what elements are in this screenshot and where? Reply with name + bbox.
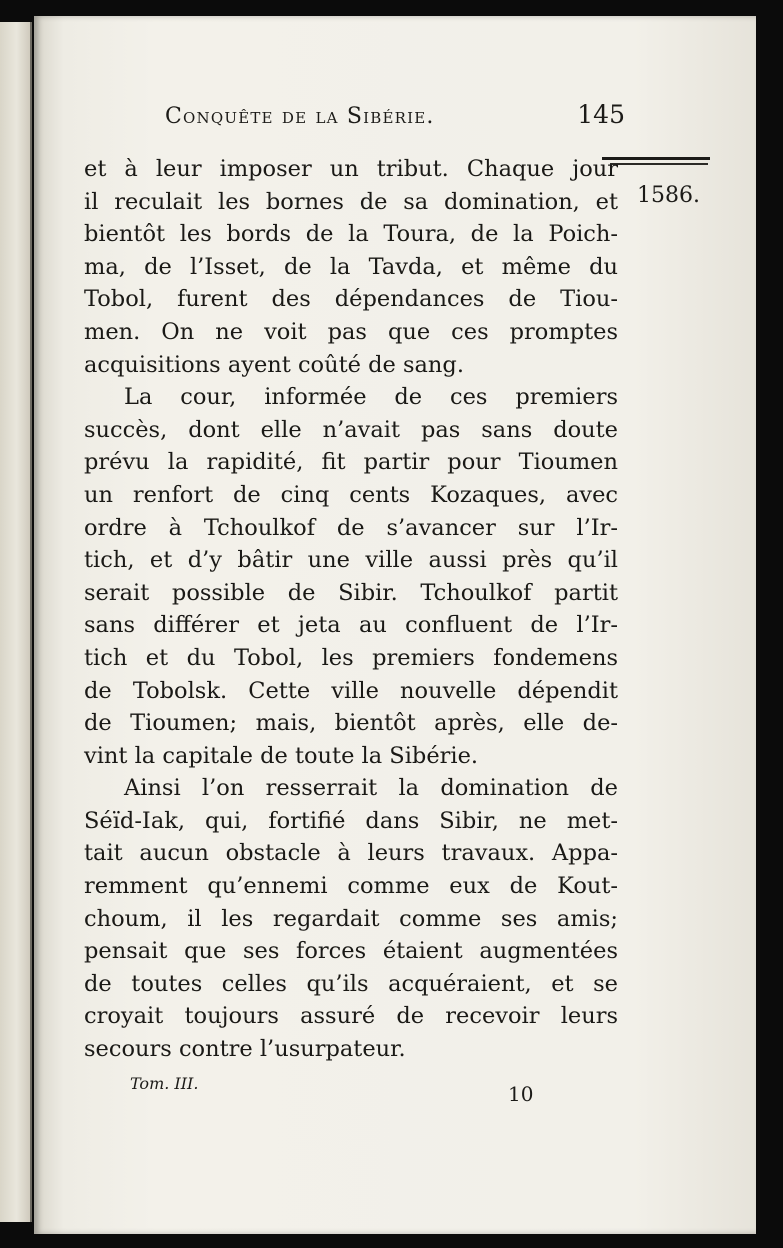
text-line: Séïd-Iak, qui, fortifié dans Sibir, ne met- — [84, 807, 618, 834]
text-line: remment qu’ennemi comme eux de Kout- — [84, 873, 618, 900]
sheet-number: 10 — [508, 1082, 534, 1106]
body-text — [84, 153, 618, 1066]
text-line: de toutes celles qu’ils acquéraient, et se — [84, 970, 618, 997]
page-header — [165, 100, 625, 134]
margin-rule — [602, 155, 710, 165]
margin-year: 1586. — [637, 183, 700, 208]
text-line: il reculait les bornes de sa domination, et — [84, 188, 618, 215]
signature-mark: Tom. III. — [130, 1074, 199, 1093]
text-line: ordre à Tchoulkof de s’avancer sur l’Ir- — [84, 514, 618, 541]
text-line: tich, et d’y bâtir une ville aussi près qu’il — [84, 547, 618, 574]
text-line: sans différer et jeta au confluent de l’Ir- — [84, 612, 618, 639]
running-title: Conquête de la Sibérie. — [165, 104, 435, 129]
text-line: La cour, informée de ces premiers — [124, 384, 618, 411]
previous-page-edge — [0, 22, 32, 1222]
text-line: croyait toujours assuré de recevoir leurs — [84, 1003, 618, 1030]
text-line: succès, dont elle n’avait pas sans doute — [84, 416, 618, 443]
text-line: de Tobolsk. Cette ville nouvelle dépendit — [84, 677, 618, 704]
margin-rule-thick — [602, 157, 710, 160]
text-line: tich et du Tobol, les premiers fondemens — [84, 644, 618, 671]
text-line: vint la capitale de toute la Sibérie. — [84, 742, 479, 769]
text-line: pensait que ses forces étaient augmentées — [84, 938, 618, 965]
text-line: choum, il les regardait comme ses amis; — [84, 905, 618, 932]
text-line: de Tioumen; mais, bientôt après, elle de- — [84, 710, 618, 737]
text-line: secours contre l’usurpateur. — [84, 1036, 406, 1063]
text-line: tait aucun obstacle à leurs travaux. Appa- — [84, 840, 618, 867]
text-line: ma, de l’Isset, de la Tavda, et même du — [84, 253, 618, 280]
text-line: et à leur imposer un tribut. Chaque jour — [84, 156, 618, 182]
page-number: 145 — [577, 100, 625, 129]
text-line: men. On ne voit pas que ces promptes — [84, 318, 618, 345]
margin-rule-thin — [610, 163, 708, 165]
text-line: Tobol, furent des dépendances de Tiou- — [84, 286, 618, 313]
text-line: acquisitions ayent coûté de sang. — [84, 351, 464, 378]
text-line: un renfort de cinq cents Kozaques, avec — [84, 481, 618, 508]
text-line: bientôt les bords de la Toura, de la Poich- — [84, 221, 618, 248]
text-line: prévu la rapidité, fit partir pour Tioumen — [84, 449, 618, 476]
text-line: serait possible de Sibir. Tchoulkof partit — [84, 579, 618, 606]
text-line: Ainsi l’on resserrait la domination de — [124, 775, 618, 802]
